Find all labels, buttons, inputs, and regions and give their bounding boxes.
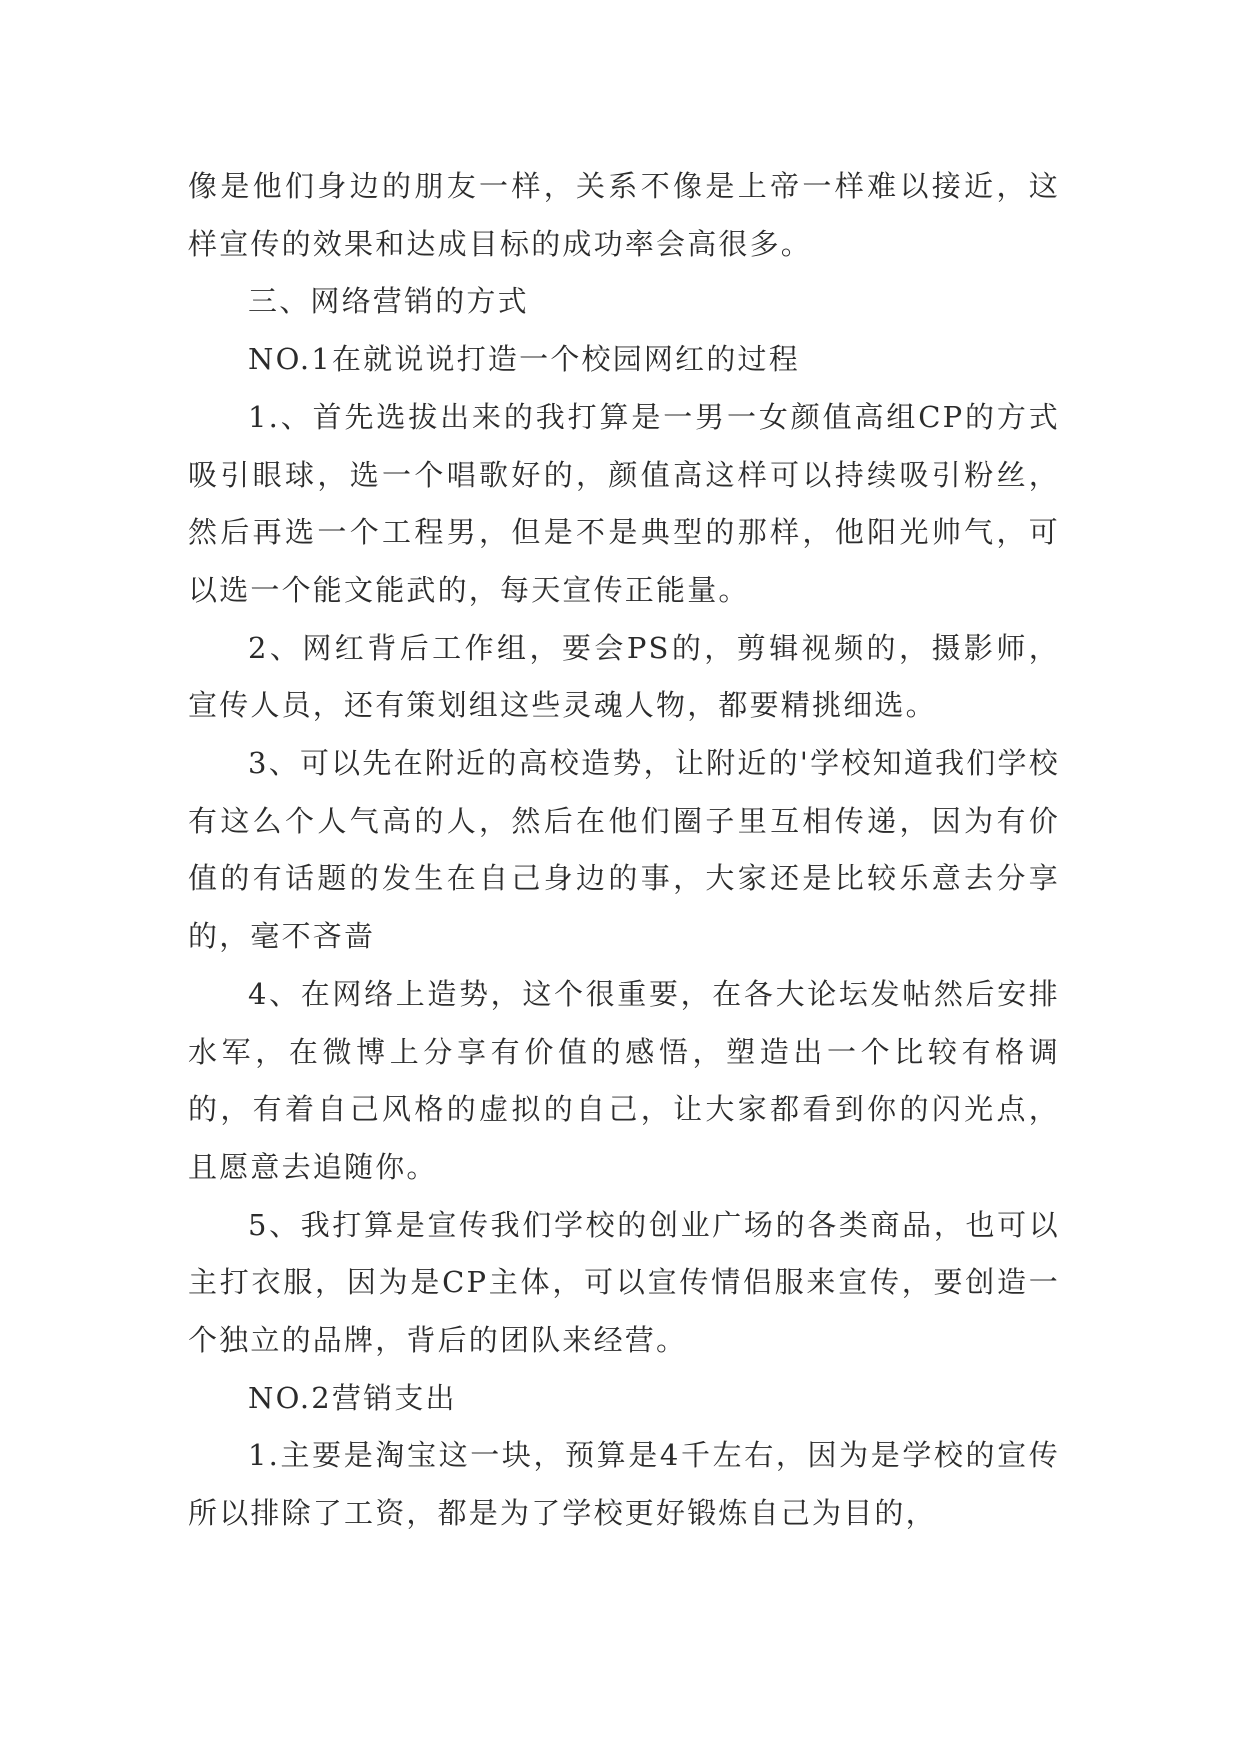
- paragraph-item-1: 1.、首先选拔出来的我打算是一男一女颜值高组CP的方式吸引眼球，选一个唱歌好的，颜值高这样可以持续吸引粉丝，然后再选一个工程男，但是不是典型的那样，他阳光帅气，可以选一个能文能武的，每天宣传正能量。: [188, 399, 1060, 607]
- paragraph-item-5: 5、我打算是宣传我们学校的创业广场的各类商品，也可以主打衣服，因为是CP主体，可以宣传情侣服来宣传，要创造一个独立的品牌，背后的团队来经营。: [188, 1207, 1060, 1358]
- paragraph-item-3: 3、可以先在附近的高校造势，让附近的'学校知道我们学校有这么个人气高的人，然后在他们圈子里互相传递，因为有价值的有话题的发生在自己身边的事，大家还是比较乐意去分享的，毫不吝啬: [188, 746, 1060, 954]
- subsection-heading-no2: NO.2营销支出: [248, 1380, 457, 1415]
- section-heading: 三、网络营销的方式: [248, 284, 529, 319]
- paragraph-item-2: 2、网红背后工作组，要会PS的，剪辑视频的，摄影师，宣传人员，还有策划组这些灵魂人物，都要精挑细选。: [188, 630, 1060, 723]
- document-body: [188, 158, 1060, 1543]
- paragraph-continuation: 像是他们身边的朋友一样，关系不像是上帝一样难以接近，这样宣传的效果和达成目标的成功率会高很多。: [188, 169, 1060, 261]
- subsection-heading-no1: NO.1在就说说打造一个校园网红的过程: [248, 342, 800, 377]
- paragraph-budget-1: 1.主要是淘宝这一块，预算是4千左右，因为是学校的宣传所以排除了工资，都是为了学校更好锻炼自己为目的，: [188, 1438, 1060, 1531]
- paragraph-item-4: 4、在网络上造势，这个很重要，在各大论坛发帖然后安排水军，在微博上分享有价值的感悟，塑造出一个比较有格调的，有着自己风格的虚拟的自己，让大家都看到你的闪光点，且愿意去追随你。: [188, 976, 1060, 1184]
